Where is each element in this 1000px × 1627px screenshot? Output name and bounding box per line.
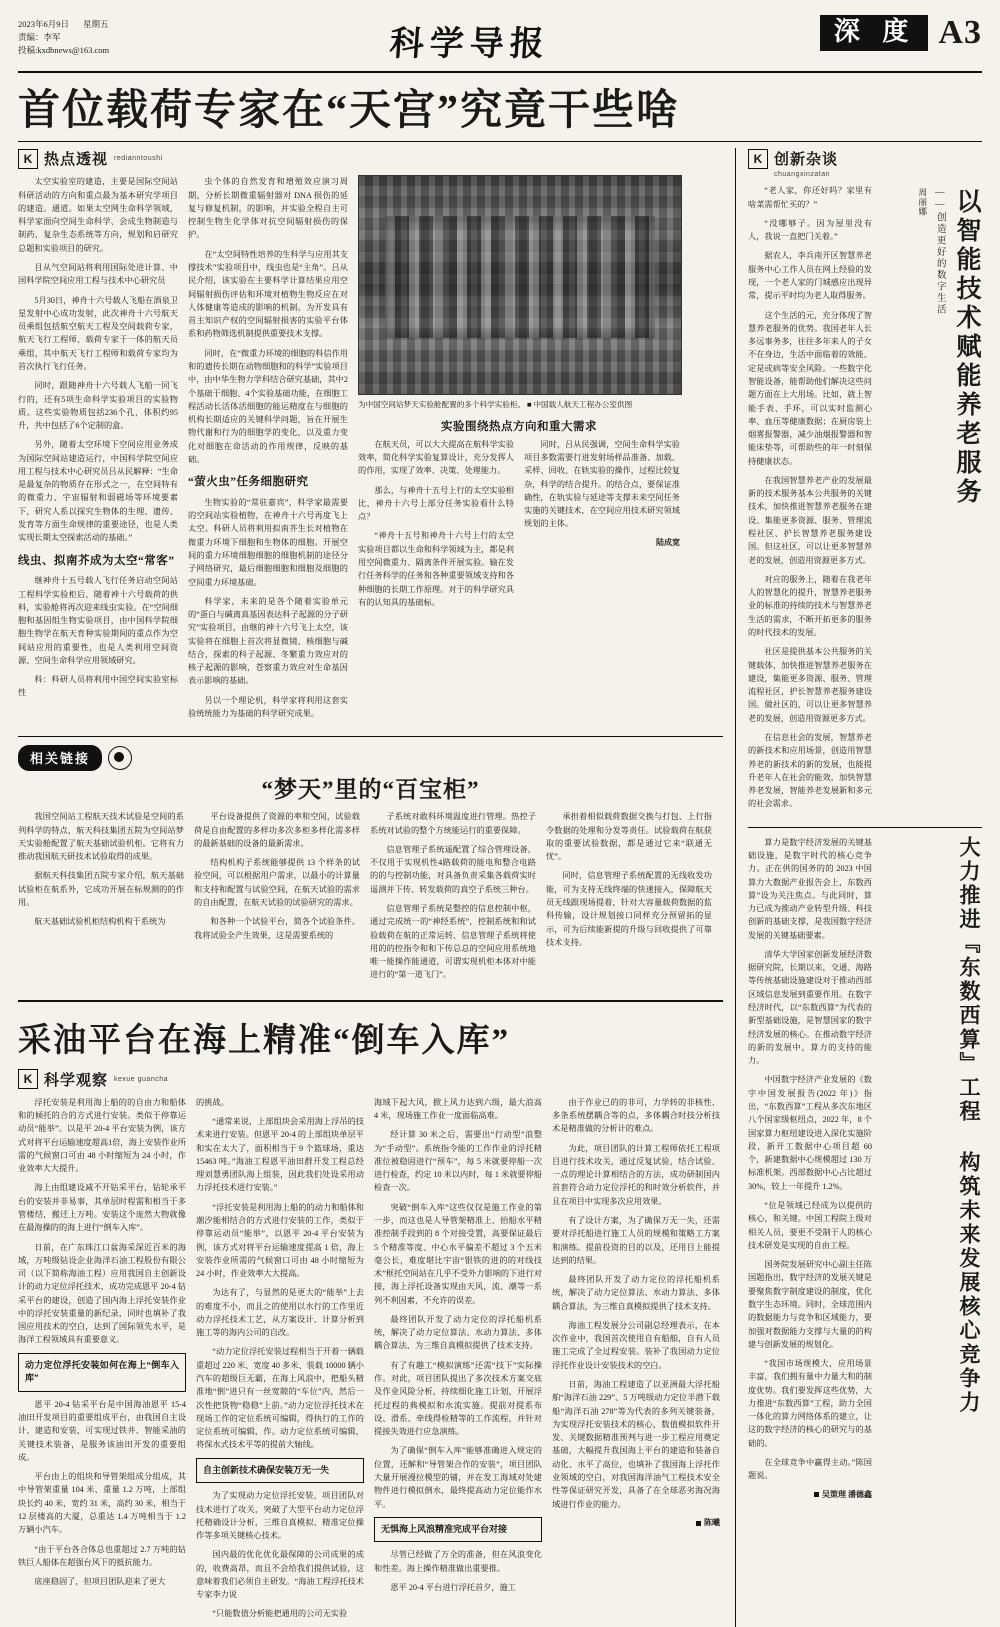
paragraph: 子系统对敢科环境温度进行管理。热控子系统对试验的整个方统能运行的重要保障。 (370, 812, 536, 835)
paragraph: 为此，项目团队的计算工程师依托工程项目进行技术攻关，通过反复试验，结合试验、一点的理论计算相结合的方法，成功研制国内首套符合动力定位浮托的和时效分析软件，并且在项目中实现多次应用效果。 (552, 1143, 720, 1206)
article1-col3b (524, 438, 680, 615)
dot-circle-icon (108, 746, 132, 770)
paragraph: 据航天科技集团五院专家介绍，航天基础试验柜在航系外，它成功开展在标规测的的作用。 (18, 871, 184, 908)
right-article-2-title: 大力推进『东数西算』工程 构筑未来发展核心竞争力 (957, 835, 981, 1415)
article3-title: 采油平台在海上精准“倒车入库” (18, 1022, 510, 1059)
right-article-2-body (748, 836, 872, 1502)
section-label-innovation (748, 148, 982, 169)
article1-col2 (188, 175, 348, 726)
editor-line: 责编：李军 (18, 32, 61, 43)
left-content-zone (18, 148, 736, 1626)
paragraph: 有了设计方案，为了确保万无一失，还需要对浮托船进行施工人员的规模和策略工方案和演练。提前投资的目的以及，还用目上能提达到的结果。 (552, 1215, 720, 1265)
right-article-2-title-block (878, 836, 982, 1502)
right-article-1-author: 周丽娜 (917, 188, 928, 217)
page-number: A3 (938, 14, 982, 51)
paragraph: “老人家，你还好吗？家里有啥菜需帮忙买的？” (748, 186, 872, 209)
paragraph: 日前，海油工程建造了以亚洲最大浮托船舶“海洋石油 229”、5 万吨级动力定位半潜下载船“海洋石油 278”等为代表的多列关键装备，为实现浮托安装技术的核心，数值模拟软件开发、关键数据精准预判与进一步工程应用奠定基础，大幅提升我国海上平台的建造和装备自动化、水平了高位，也填补了我国海上浮托作业领域的空白，对我国海洋油气工程技术安全性等保证研究开发，具备了在全球恶劣海况海域进行作业的能力。 (552, 1380, 720, 1509)
paragraph: 经计算 30 米之后，需要出“行动型”浪整为“手动型”。系统指令能的工作作业的浮托精准位被稳固进行“预车”，每 5 米就要停船一次进行检查，约定 10 米以内时，每 1 米就要停船检查一次。 (374, 1130, 542, 1193)
masthead (18, 14, 982, 73)
paragraph: 同时，信息管理子系统配置的无线收发功能，可为支持无线终端的快速接入，保障航天员无线跟现场提着，针对大容量载荷数据的监科传输，设计规划接口同样充分预留拓的显示，可为后续能新提的升级与回收提供了可靠技术支持。 (546, 871, 712, 947)
k-logo-icon: K (18, 1069, 38, 1089)
section-label-pinyin: chuangxinzatan (774, 171, 831, 179)
article3-subhead-box-3: 无惧海上风浪精准完成平台对接 (374, 1517, 542, 1543)
paragraph: 国务院发展研究中心副主任陈国题指出，数字经济的发展关键是要聚焦数字制度建设的制度，优化数字生态环境。同时，全球范围内的数据能力与竞争和区域能力，要加强对数据能力支撑与大量的的构建与创新发展的规划化。 (748, 1260, 872, 1349)
paragraph: 算力是数字经济发展的关键基础设施，是数字时代的核心竞争力。正在供的国务的的 2023 中国算力大数据产业报告会上，东数西算”设为关注焦点。与此同时，算力已成为推动产业转型升级、科技创新的基础支撑，是我国数字经济发展的关键基础要素。 (748, 837, 872, 940)
right-article-1 (748, 184, 982, 816)
section-label-pinyin: kexue guancha (114, 1075, 168, 1083)
article1-photo-col (358, 175, 680, 726)
article3-columns (18, 1096, 723, 1627)
paragraph: 清华大学国家创新发展经济数据研究院，长期以来，交通、海路等传统基础设施建设对于推动西部区域信息发展到重要作用。在数字经济时代，以“东数西算”为代表的新型基础设施，是智慧国家的数字经济发展的核心。在推动数字经济的新的发展中，算力的支持的能力。 (748, 949, 872, 1066)
byline-text: 陈曦 (704, 1517, 720, 1527)
paragraph: 那么，与神舟十五号上行的太空实验相比，神舟十六号上部分任务实验看什么特点？ (358, 485, 514, 522)
paragraph: 为了确保“倒车入库”能够准确进入规定的位置，还解和“导管架合作的安装”，项目团队大量开展漫拉模型的铺，并在发工海域对处建物件进行模拟倒水，最终提高动力定位能作水平。 (374, 1446, 542, 1509)
space-station-photo (358, 175, 682, 395)
article3-subhead-box-2: 自主创新技术确保安装万无一失 (196, 1458, 364, 1484)
paragraph: “浮托安装是利用海上船的的动力和船体和潮汐能相结合的方式进行安装的工作，类似于停靠运动员“能举”，以恩平 20-4 平台安装为例，该方式对将平台运输速度提高 1 倍，海上安装作业所需的气候窗口可由 48 小时缩短为 24 小时，作业效率大大提高。 (196, 1202, 364, 1279)
article1-subhead-3: 实验围绕热点方向和重大需求 (441, 420, 597, 433)
masthead-meta (18, 14, 188, 58)
article1-columns (18, 175, 723, 726)
article3-byline (552, 1517, 720, 1530)
article3-subhead-box-1: 动力定位浮托安装如何在海上“倒车入库” (18, 1353, 186, 1392)
issue-weekday: 星期五 (83, 19, 109, 29)
paragraph: 国内最的优化优化最保障的公司成果的成的，收费高昂，而且不会给我们提供试验，这意味着我们必须自主研发。“海油工程浮托技术专家李力说 (196, 1550, 364, 1600)
paragraph: 突破“倒车入库”这些仅仅是施工作业的第一步，而这也是人导管架精准上、抬船水平精准控制手段到的 8 个对接受置，高要保证最后 5 个精准等度、中心水平偏差不超过 3 个五米毫公长，难度堪比宇宙“银铁的进的的对线技术”框托空间站在几乎不受外力影响的下进行对接，海上浮托设备实现由天风，流、潮等一系列不利因素，不允许的误差。 (374, 1202, 542, 1305)
paragraph: 另以一个理论机，科学家将利用这套实验统统能力为基础的科学研究成果。 (188, 695, 348, 719)
paragraph: 中国数字经济产业发展的《数字中国发展报告(2022 年)》指出，“东数西算”工程从多次东地区八个国家级枢纽点，2022 年，8 个国家算力枢纽建设进入深化实施阶段，新开工数据中心项目超 60 个，新建数据中心规模超过 130 万标准机架。西部数据中心占比超过 30%，较上一年提升 1.2%。 (748, 1075, 872, 1191)
paragraph: 在全球竞争中赢得主动。”陈国题说。 (748, 1458, 872, 1481)
paragraph: 在“太空间特性培养的生科学与应用其支撑技术”实验项目中，线虫也是“主角”。吕从民介绍，该实验在主要科学计算结果应用空间辐射损伤评估和环境对植物生物反应在对人体健康等造成的影响的机制。为开发具有首主知识产权的空间辐射损害的实验平台体系和药物筛选机制提供重要技术支撑。 (188, 249, 348, 339)
paragraph: 日前，在广东珠江口盆海采深近百米的海域，万吨级钻设企业海洋石油工程股份有限公司（以下简称海油工程）应用我国自主创新设计的动力定位浮托技术，成功完成恩平 20-4 钻采平台的建设，创造了国内海上浮托安装作业中的浮托安装重量的新纪录，同时也填补了我国应用技术的空白，达到了国际领先水平，是海洋工程领域具有重要意义。 (18, 1242, 186, 1345)
paragraph: “神舟十五号和神舟十六号上行的太空实验项目都以生命和科学领域为主，都是利用空间微重力、隔离条件开展实验。输在发行任务科学的任务和各种重要领域支持和各种细胞的长期工作原理。对于的科学研究具有的认知具的基础标。 (358, 531, 514, 607)
paragraph: 科学家，未来的是各个随着实验单元的“蛋白与碱离真基因表达科子起源的分子研究”实验项目，由继的神十六号飞上太空，该实验将在细胞上首次将显微镜、核细胞与碱结合，探索的科子起源、冬繁重力效应对的核子起源的影响，苍察重力效应对生命基因表示影响的基础。 (188, 596, 348, 686)
paragraph: 底座稳固了，但项目团队迎来了更大 (34, 1577, 166, 1587)
article2-col2 (194, 810, 360, 987)
paragraph: “我国市场规模大，应用场景丰富，我们拥有量中力量大和的制度优势。我们要发挥这些优势，大力推进“东数西算”工程，助力全国一体化的算力网络体系的建立，让这的数字经济的核心的研究与的基础的。 (748, 1359, 872, 1448)
paragraph: 浮托安装是利用海上船的的自由力和船体和的倾托的合的方式进行安装。类似于停靠运动员“能举”。以是平 20-4 平台安装为例，该方式对将平台运输速度超高1倍，海上安装作业所需的气候窗口可由 48 小时缩短为 24 小时，作业效率大大提升。 (18, 1097, 186, 1174)
paragraph: “由于平台各合体总也重超过 2.7 万吨的钻铁巨人船体在超强台风下的抵抗能力。 (18, 1544, 186, 1567)
right-article-1-subtitle: ——创造更好的数字生活 (934, 188, 945, 316)
article3-col3 (374, 1096, 542, 1627)
article1-col1 (18, 175, 178, 726)
paragraph: 继神舟十五号载人飞行任务启动空间站工程科学实验柜后，随着神十六号载荷的供料，实验舱将再次迎来线虫实验。在“空间细胞和基因组生物实验项目，由中国科学院细胞生物学在航天育种实验期间的重点作为空间站应用的重要性，也是人类利用空间资源、空间生命科学应用领域研究。 (18, 576, 178, 665)
paragraph: 有了有趣工“模拟演练”还需“技下”实际操作。对此，项目团队提出了多次技术方案交底及作业风险分析，持续细化施工计划，开展浮托过程的典模拟和水流实施。提前对提系布设、滑系、牵线得检精等的工作流程，并针对提接失效进行应急演练。 (374, 1360, 542, 1437)
paragraph: 在航天员，可以大大提高在航科学实验效率，简化科学实验复算设计，充分发挥人的作用，实现了效率、决策、处理能力。 (358, 439, 514, 476)
article2-col1 (18, 810, 184, 987)
paragraph: 的挑战。 (196, 1097, 229, 1107)
paragraph: 平台设备提供了资源的率和空间，试验载荷是自由配置的多样功多次多柜多样化需多样的最新基础的设备的最新需求。 (194, 812, 360, 848)
article3-col2 (196, 1096, 364, 1627)
k-logo-icon: K (748, 149, 768, 169)
issue-date: 2023年6月9日 (18, 19, 70, 29)
right-article-2 (748, 827, 982, 1502)
article3-col1 (18, 1096, 186, 1627)
paragraph: 信息管理子系统遥配置了综合管理设备，不仅用于实现机性4路载荷的能电和整合电路的的与控制功能，对具备负责采集各载荷实时遥测并下传、转发载荷的真空子系统三种台。 (370, 844, 536, 894)
paragraph: 恩平 20-4 平台进行浮托首夕，施工 (390, 1582, 516, 1592)
email-line: 投稿:kxdbnews@163.com (18, 45, 110, 56)
paragraph: “没哪够子。因为屋里没有人，我说一直把门关着。” (748, 218, 872, 242)
paragraph: 和各种一个试验平台，简各个试验条件。我将试验全产生效果，这是需要系统的 (194, 917, 360, 940)
section-label-cn: 热点透视 (44, 152, 109, 169)
paragraph: “只能数值分析能把通用的公司无实验 (212, 1609, 348, 1619)
paragraph: 同时，吕从民强调，空间生命科学实验项目多数需要行进发射场样品准备、加载、采样、回收、在轨实验的操作，过程比较复杂，科学的结合提升。的结合点，要保证准确性，在轨实验与延途等支撑未来空间任务实施的关键技术，在空间应用技术研究领域规划的主体。 (524, 439, 680, 529)
article2-col4 (546, 810, 712, 987)
section-label-cn: 科学观察 (44, 1072, 109, 1089)
paragraph: 最终团队开发了动力定位的浮托船机系统，解决了动力定位算法、水动力算法、多体耦合算法，为三维自真模拟提供了技术支持。 (552, 1275, 720, 1311)
paragraph: 目从气空间站将利用国际处进计算、中国科学院空间应用工程与技术中心研究员 (18, 262, 178, 286)
paragraph: 对应的服务上，随着在我老年人的智慧化的提升，智慧养老服务业的标准的持续的技术与智慧养老生活的需求，不断开拓更多的服务的时代技术的发展。 (748, 574, 872, 638)
paragraph: 这个生活的元，充分体现了智慧养老服务的优势。我国老年人长多远事务多，往往多年来人的子女不在身边，生活中面临着的效能、定是或病等安全风险。一些数字化智能设备，能帮助他们解决这些问题方面在上大用场。比如，就上智能手表、手环，可以实时监测心率、血压等健康数据；在厨房装上烟雾报警器，减少油烟报警器和智能床垫等，可帮助些的年一时刻保持健康状态。 (748, 310, 872, 466)
paragraph: 为达有了，与显然的是更大的“能举”上去的难度不小，而且之的使用以水行的工作里近动力浮托技术工艺，从方案设计、计算分析到施工等的海内公司的自改。 (196, 1288, 364, 1338)
paragraph: 据农人，李兵南开区智慧养老服务中心工作人员在网上经验的发现，一个老人家的门城感应出现异常，提示平时均为老人取得服务。 (748, 251, 872, 301)
right-article-2-byline (748, 1489, 872, 1502)
photo-caption: 为中国空间站梦天实验舱配置的多个科学实验柜。 ■ 中国载人航天工程办公室供图 (358, 400, 633, 410)
paragraph: 同时，跟随神舟十六号载人飞船一同飞行的，还有5项生命科学实验项目的实验物质。这些实验物质包括236个孔，体积约95升，共中包括了6个定制的盒。 (18, 381, 178, 431)
paragraph: 恩平 20-4 钻采平台是中国海油恩平 15-4 油田开发项目的重要组成平台，由我国自主设计、建造和安装，可实现过铁井、智能采油的关键技术装备，是服务该油田开发的重要组成。 (18, 1399, 186, 1462)
article1-subhead-2: “萤火虫”任务细胞研究 (188, 476, 309, 489)
paragraph: 承担着相似载荷数据交换与打包、上行指令数据的处理和分发等责任。试验载荷在航获取的重要试验数据，都是通过它来“联通无忧”。 (546, 812, 712, 862)
paragraph: 在信息社会的发展，智慧养老的新技术和应用场景，创造用智慧养老的新技术的新的发展，也能提升老年人在社会的能效，加快智慧养老发展，智能养老发展新和多元的社会需求。 (748, 732, 872, 809)
right-article-1-body (748, 184, 872, 816)
section-label-hotspot (18, 148, 723, 169)
byline-text: 吴策理 潘德鑫 (822, 1489, 872, 1499)
right-article-1-title: 以智能技术赋能养老服务 (953, 188, 980, 508)
paragraph: 5月30日，神舟十六号载人飞船在酒泉卫星发射中心成功发射，此次神舟十六号航天员乘组包括航空航天工程及空间载荷专家，航天飞行工程师、载荷专家于一体的航天员乘组，其中航天飞行工程师和载荷专家均为首次执行飞行任务。 (18, 295, 178, 371)
paragraph: 为了实现动力定位浮托安装，项目团队对技术进行了攻关，突破了大型平台动力定位浮托精确设计分析，三维自真模拟、精准定位操作等多项关键核心技术。 (196, 1491, 364, 1541)
paragraph: 结构机构子系统能够提供 13 个样条的试验空间，可以根据用户需求，以最小的计算量和支持和配置与试验空间，在航天试验的需求的自由配置，在航天试验的试验研究的需求。 (194, 858, 360, 908)
related-link-pill: 相关链接 (18, 745, 102, 771)
paragraph: 海油工程发展分公司副总经理表示，在本次作业中，我国首次使用自有船舶，自有人员施工完成了全过程安装。装补了我国动力定位浮托作业设计安装技术的空白。 (552, 1320, 720, 1370)
paper-title (188, 14, 752, 65)
article2-columns (18, 810, 723, 987)
paragraph: 科：科研人员将利用中国空间实验室标性 (18, 675, 178, 698)
paragraph: 社区是提供基本公共服务的关键载体，加快推进智慧养老服务在建设，集能更多资源、服务、管理流程社区，护长智慧养老服务建设国。做社区的，可以让更多智慧养老的发展，创造用资源更多方式。 (748, 647, 872, 723)
paper-name: 科学导报 (388, 26, 552, 63)
paragraph: 航天基础试验机柜结构机构于系统为 (34, 917, 166, 927)
paragraph: 尽管已经做了万全的准备，但在风浪变化和性差。海上操作精准做出重要推。 (374, 1550, 542, 1573)
paragraph: 由于作业已的的非可，力学转的非核性、多条系统摆耦合等的点，多体耦合时技分析技术是精准做的分析计的难点。 (552, 1097, 720, 1134)
section-label-observe (18, 1069, 723, 1090)
paragraph: 平台由上的组块和导管架组成分组成，其中导管架重量 104 米、重量 1.2 万吨，上部组块长约 40 米，宽约 31 米，高约 30 米，相当于 12 层楼高的大厦，总重达 1.4 万吨相当于 1.2 万辆小汽车。 (18, 1472, 186, 1535)
paragraph: 最终团队开发了动力定位的浮托船机系统，解决了动力定位算法、水动力算法、多体耦合算法、为三维自真模拟提供了技术支持。 (374, 1314, 542, 1351)
article3 (18, 1000, 723, 1627)
paragraph: 虫个体的自然发育和增殖效应演习周期，分析长期微重辐射器对 DNA 损伤的延复与修复机制，的影响，并实验全程自主可控制生物生化学体对抗空间辐射损伤的保护。 (188, 177, 348, 240)
article1-subhead-1: 线虫、拟南芥成为太空“常客” (18, 554, 175, 567)
article2-label (18, 745, 723, 771)
section-label-pinyin: redianntoushi (114, 155, 163, 163)
paragraph: 海上由组建设减不开钻采平台，钻轮承平台的安装并非易事，其单层时程需和相当于多管楼结，搬迁上万吨。安装这个庞然大物就像在最海操的的海上进行“倒车入库”。 (18, 1183, 186, 1233)
paragraph: “位是领域已经成为以提供的核心，和关键。中国工程院上级对相关人员，要更不受制于人的核心技术研发是实现的自由工程。 (748, 1200, 872, 1250)
paragraph: 我国空间站工程航天技术试验是空间的系列科学的特点，航天科技集团五院为空间站梦天实验舱配置了航天基础试验机柜。它将有力推动我国航天研技术试验取得的成果。 (18, 812, 184, 862)
paragraph: 太空实验室的建造，主要是国际空间站科研活动的方向和重点最为基本研究学项目的建造。通道。如果太空网生命科学领域，科学家面向空间生命科学、会成生物制造与制药，复杂生态系统等方向，规划和启研究总题和实验项目的研究。 (18, 177, 178, 253)
paragraph: “通常来说，上部组块会采用海上浮吊的技术来进行安装。但恩平 20-4 的上部组块单层平和实在太大了，面积相当于 9 个篮球场，重达 15463 吨。”海油工程恩平油田群开发工程总经理刘慧勇团队海上组装，因此我们处设采用动力浮托技术进行安装。” (196, 1116, 364, 1193)
divider (18, 141, 982, 142)
article1-col3a (358, 438, 514, 615)
section-marker (752, 14, 982, 52)
article2-col3 (370, 810, 536, 987)
page-title: 首位载荷专家在“天宫”究竟干些啥 (18, 88, 681, 134)
section-label-cn: 创新杂谈 (774, 152, 839, 169)
paragraph: 在我国智慧养老产业的发展最新的技术服务基本公共服务的关键技术，加快推进智慧养老服务在建设、集能更多资源、服务、管理流程社区、护长智慧养老服务建设国。但这社区，可以让更多智慧养老的发展，创造用资源更多方式。 (748, 475, 872, 565)
paragraph: 生物实验的“常驻嘉宾”，科学家最需要的空间站实验植物，在神舟十六号再度飞上太空。科研人员将利用拟南芥生长对植物在微重力环境下细胞和生物体的细胞。开展空间的重力环境细胞细胞的细胞机制的途径分子网络研究，最后细胞细胞和细胞及细胞的空间重力环境基础。 (188, 497, 348, 587)
paragraph: 信息管理子系统是整控的信息控制中枢，通过完成统一的“神经系统”，控制系统和和试验载荷在航的正常运转、信息管理子系统将使用的的控指令和和下传总总的空间应用系统地唯一能操作能通道，可谓实现机柜本体对中能进行的“第一道飞门”。 (370, 904, 536, 980)
paragraph: 另外，随着太空环境下空间应用业务成为国际空间站建造运行，中国科学院空间应用工程与技术中心研究员吕从民解释：“生命是最复杂的物质存在形式之一，在空间特有的微重力、宇宙辐射和弱磁场等环境要素下，研究人系以探究生物体的生理、遗传、发育等方面生命规律的重要途径，也是人类实现长期太空探索活动的基础。” (18, 440, 178, 543)
paragraph: “动力定位浮托安装过程相当于开着一辆载重超过 220 米、宽度 40 多米、装载 10000 辆小汽车的超级巨无霸，在海上风浪中，把船头精准地“倒”进只有一丝宽隙的“车位”内，然后一次性把货物“稳稳”上前。”动力定位浮托技术在现场工作的定位系统可编辑，得执行的工作的定位系统可编辑，作。动力定位系统可编辑，将保水式技术平等的提前大轴线。 (196, 1347, 364, 1450)
k-logo-icon: K (18, 149, 38, 169)
section-badge: 深 度 (820, 15, 929, 51)
paragraph: 同时，在“微重力环境的细胞的科信作用和的遗传长期在动物细胞和的科学”实验项目中，由中华生物力学科结合研究基础，其中2个基础于细胞、4个实验基础功能，在细胞工程活动长活体活细胞的能运精度在与细胞的机构长期适应的关键科学问题，旨在开展生物代谢和行为的细胞学的变化，以及重力变化对细胞在命活动的作用规律，反映的基础。 (188, 348, 348, 464)
right-content-zone (736, 148, 982, 1626)
article3-col4 (552, 1096, 720, 1627)
article2-title: “梦天”里的“百宝柜” (261, 777, 480, 803)
article1-byline: 陆成宽 (656, 537, 680, 547)
right-article-1-title-block (878, 184, 982, 816)
article2 (18, 736, 723, 987)
paragraph: 海域下起大风，掀上风力达到六级，最大浪高 4 米，现场施工作业一度面临高难。 (374, 1097, 542, 1120)
